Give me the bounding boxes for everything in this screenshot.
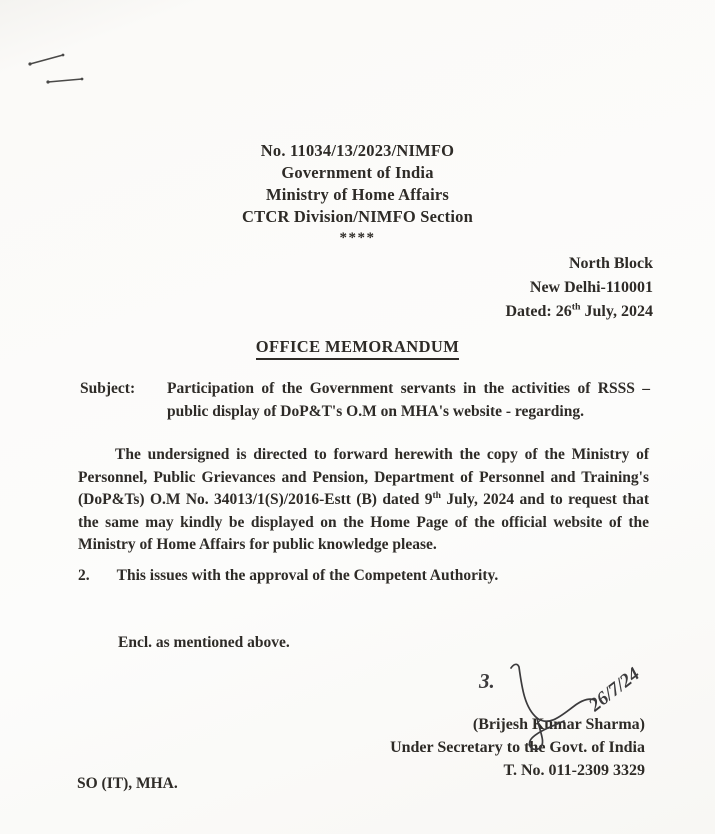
org-line-government: Government of India bbox=[281, 163, 434, 182]
memo-title: OFFICE MEMORANDUM bbox=[256, 337, 459, 360]
para1-ordinal-suffix: th bbox=[432, 489, 442, 501]
subject-row bbox=[80, 377, 652, 423]
pen-dot bbox=[62, 54, 65, 57]
address-block bbox=[506, 252, 654, 324]
title-row bbox=[0, 337, 715, 360]
date-line bbox=[506, 300, 654, 324]
enclosure-note: Encl. as mentioned above. bbox=[118, 634, 290, 651]
pen-stroke bbox=[48, 79, 82, 82]
body-paragraph-2 bbox=[78, 565, 649, 587]
pen-stroke bbox=[30, 55, 63, 64]
pen-marks bbox=[18, 44, 128, 94]
subject-label: Subject: bbox=[80, 380, 136, 397]
org-line-division: CTCR Division/NIMFO Section bbox=[242, 207, 473, 226]
date-prefix: Dated: 26 bbox=[505, 303, 572, 320]
org-line-ministry: Ministry of Home Affairs bbox=[265, 185, 450, 204]
para2-number: 2. bbox=[78, 567, 90, 584]
pen-dot bbox=[28, 62, 31, 65]
recipient-line: SO (IT), MHA. bbox=[77, 775, 178, 792]
signature-stroke-loop bbox=[529, 718, 564, 749]
signatory-phone: T. No. 011-2309 3329 bbox=[503, 762, 645, 779]
body-paragraph-1 bbox=[78, 444, 649, 557]
signature-mark: 3. bbox=[479, 669, 495, 693]
pen-dot bbox=[46, 80, 49, 83]
letterhead bbox=[0, 140, 715, 248]
para1-text-b: July, 2024 and to request that the same may kindly be displayed on the Home Page of the official website of the Ministry of Home Affairs for public knowledge please. bbox=[78, 491, 649, 553]
address-line-city: New Delhi-110001 bbox=[529, 279, 653, 296]
para1-text-a: The undersigned is directed to forward herewith the copy of the Ministry of Personnel, Public Grievances and Pension, Department of Personnel and Training's (DoP&Ts) O.M No. 34013/1(S)/2016-Estt (B) dated 9 bbox=[78, 446, 649, 508]
date-suffix: July, 2024 bbox=[580, 303, 653, 320]
pen-dot bbox=[81, 78, 84, 81]
signatory-designation: Under Secretary to the Govt. of India bbox=[390, 739, 645, 756]
separator-stars: **** bbox=[339, 230, 376, 246]
signature-scrawl bbox=[455, 650, 670, 755]
file-number: No. 11034/13/2023/NIMFO bbox=[260, 141, 455, 160]
date-ordinal-suffix: th bbox=[571, 301, 581, 313]
subject-text: Participation of the Government servants in the activities of RSSS – public display of DoP&T's O.M on MHA's website - regarding. bbox=[167, 380, 650, 420]
signature-date-scrawl: 26/7/24 bbox=[585, 663, 644, 716]
signature-stroke-main bbox=[511, 664, 596, 721]
para2-text: This issues with the approval of the Competent Authority. bbox=[116, 567, 499, 584]
address-line-block: North Block bbox=[569, 255, 653, 272]
signatory-name: (Brijesh Kumar Sharma) bbox=[472, 716, 645, 733]
